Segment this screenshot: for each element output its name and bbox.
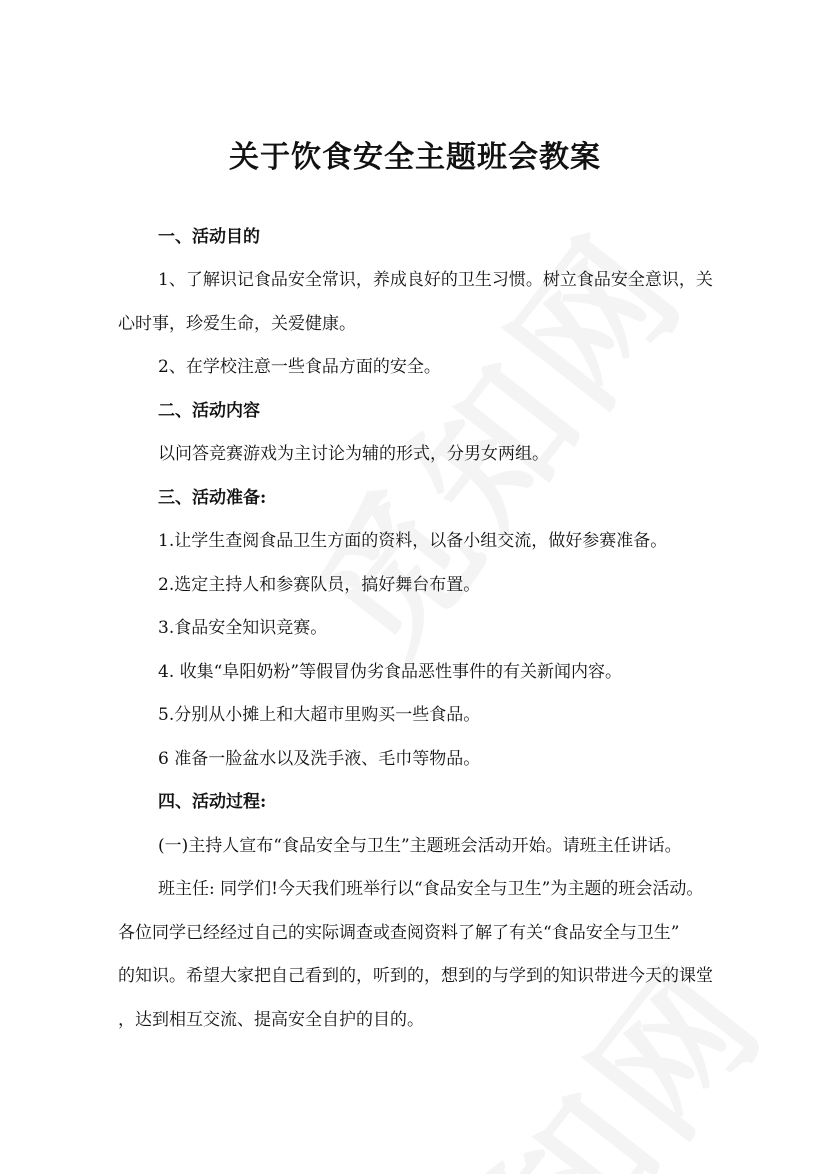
section-heading-purpose: 一、活动目的 [158,227,260,247]
paragraph-line: 以问答竞赛游戏为主讨论为辅的形式，分男女两组。 [158,444,549,464]
paragraph-line: 的知识。希望大家把自己看到的，听到的，想到的与学到的知识带进今天的课堂 [118,966,713,986]
paragraph-line: 2、在学校注意一些食品方面的安全。 [158,357,441,377]
section-heading-preparation: 三、活动准备: [158,488,267,508]
paragraph-line: 1.让学生查阅食品卫生方面的资料，以备小组交流，做好参赛准备。 [158,531,668,551]
paragraph-line: (一)主持人宣布“食品安全与卫生”主题班会活动开始。请班主任讲话。 [158,836,682,856]
document-title: 关于饮食安全主题班会教案 [229,140,601,175]
paragraph-line: 各位同学已经经过自己的实际调查或查阅资料了解了有关“食品安全与卫生” [118,923,680,943]
paragraph-line: ，达到相互交流、提高安全自护的目的。 [118,1010,424,1030]
section-heading-content: 二、活动内容 [158,401,260,421]
paragraph-line: 6 准备一脸盆水以及洗手液、毛巾等物品。 [158,749,481,769]
paragraph-line: 1、了解识记食品安全常识，养成良好的卫生习惯。树立食品安全意识，关 [158,270,713,290]
watermark [337,912,803,1174]
section-heading-process: 四、活动过程: [158,792,267,812]
paragraph-line: 4. 收集“阜阳奶粉”等假冒伪劣食品恶性事件的有关新闻内容。 [158,662,623,682]
paragraph-line: 2.选定主持人和参赛队员，搞好舞台布置。 [158,575,481,595]
paragraph-line: 心时事，珍爱生命，关爱健康。 [118,314,356,334]
paragraph-line: 3.食品安全知识竞赛。 [158,618,328,638]
paragraph-line: 5.分别从小摊上和大超市里购买一些食品。 [158,705,481,725]
paragraph-line: 班主任: 同学们!今天我们班举行以“食品安全与卫生”为主题的班会活动。 [158,879,704,899]
